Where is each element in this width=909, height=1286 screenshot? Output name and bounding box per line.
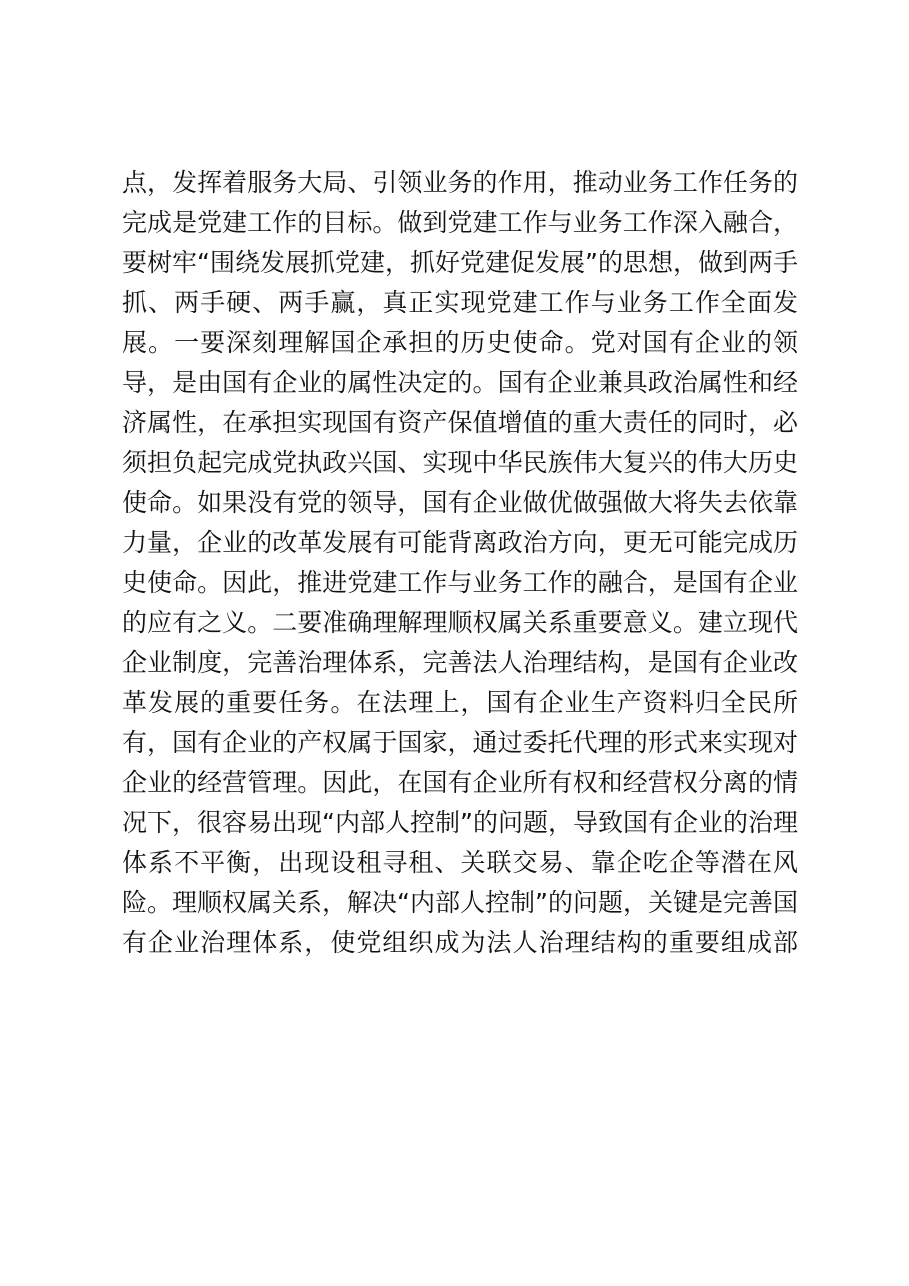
text-line: 展。一要深刻理解国企承担的历史使命。党对国有企业的领 xyxy=(122,328,798,357)
text-line: 企业制度，完善治理体系，完善法人治理结构，是国有企业改 xyxy=(122,648,798,677)
text-line: 使命。如果没有党的领导，国有企业做优做强做大将失去依靠 xyxy=(122,488,798,517)
text-line: 史使命。因此，推进党建工作与业务工作的融合，是国有企业 xyxy=(122,568,798,597)
text-line: 须担负起完成党执政兴国、实现中华民族伟大复兴的伟大历史 xyxy=(122,448,798,477)
text-line: 抓、两手硬、两手赢，真正实现党建工作与业务工作全面发 xyxy=(122,288,798,317)
text-line: 有，国有企业的产权属于国家，通过委托代理的形式来实现对 xyxy=(122,728,798,757)
text-line: 险。理顺权属关系，解决“内部人控制”的问题，关键是完善国 xyxy=(122,888,798,917)
text-line: 革发展的重要任务。在法理上，国有企业生产资料归全民所 xyxy=(122,688,798,717)
text-line: 企业的经营管理。因此，在国有企业所有权和经营权分离的情 xyxy=(122,768,798,797)
text-line: 导，是由国有企业的属性决定的。国有企业兼具政治属性和经 xyxy=(122,368,798,397)
text-line: 点，发挥着服务大局、引领业务的作用，推动业务工作任务的 xyxy=(122,168,798,197)
text-line: 有企业治理体系，使党组织成为法人治理结构的重要组成部 xyxy=(122,928,798,957)
text-line: 完成是党建工作的目标。做到党建工作与业务工作深入融合， xyxy=(122,208,798,237)
text-line: 要树牢“围绕发展抓党建，抓好党建促发展”的思想，做到两手 xyxy=(122,248,798,277)
text-line: 济属性，在承担实现国有资产保值增值的重大责任的同时，必 xyxy=(122,408,798,437)
text-line: 体系不平衡，出现设租寻租、关联交易、靠企吃企等潜在风 xyxy=(122,848,798,877)
text-line: 力量，企业的改革发展有可能背离政治方向，更无可能完成历 xyxy=(122,528,798,557)
body-text xyxy=(122,163,802,963)
text-line: 况下，很容易出现“内部人控制”的问题，导致国有企业的治理 xyxy=(122,808,798,837)
text-line: 的应有之义。二要准确理解理顺权属关系重要意义。建立现代 xyxy=(122,608,798,637)
